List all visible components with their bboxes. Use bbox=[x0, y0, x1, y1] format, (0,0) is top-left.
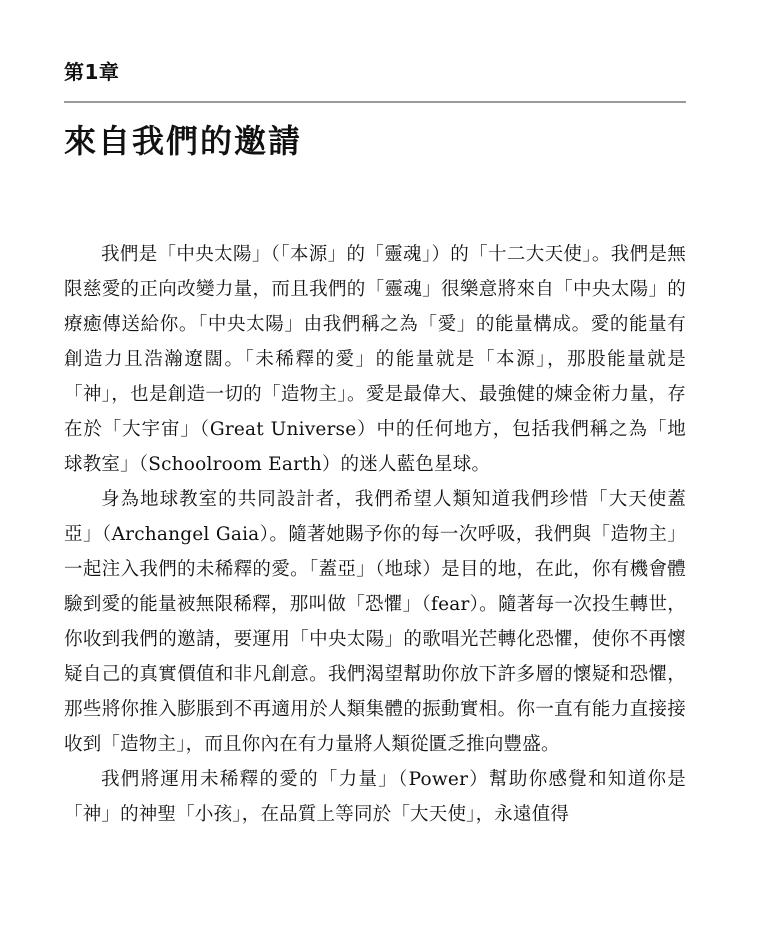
body-text bbox=[64, 237, 686, 832]
chapter-divider bbox=[64, 101, 686, 103]
chapter-title: 來自我們的邀請 bbox=[64, 122, 303, 160]
book-page bbox=[64, 0, 686, 945]
paragraph-1: 我們是「中央太陽」（「本源」的「靈魂」）的「十二大天使」。我們是無限慈愛的正向改變力量，而且我們的「靈魂」很樂意將來自「中央太陽」的療癒傳送給你。「中央太陽」由我們稱之為「愛」的能量構成。愛的能量有創造力且浩瀚遼闊。「未稀釋的愛」的能量就是「本源」，那股能量就是「神」，也是創造一切的「造物主」。愛是最偉大、最強健的煉金術力量，存在於「大宇宙」（Great Universe）中的任何地方，包括我們稱之為「地球教室」（Schoolroom Earth）的迷人藍色星球。 bbox=[64, 244, 686, 475]
chapter-number: 第1章 bbox=[64, 60, 120, 84]
paragraph-2: 身為地球教室的共同設計者，我們希望人類知道我們珍惜「大天使蓋亞」（Archangel Gaia）。隨著她賜予你的每一次呼吸，我們與「造物主」一起注入我們的未稀釋的愛。「蓋亞」（地球）是目的地，在此，你有機會體驗到愛的能量被無限稀釋，那叫做「恐懼」（fear）。隨著每一次投生轉世，你收到我們的邀請，要運用「中央太陽」的歌唱光芒轉化恐懼，使你不再懷疑自己的真實價值和非凡創意。我們渴望幫助你放下許多層的懷疑和恐懼，那些將你推入膨脹到不再適用於人類集體的振動實相。你一直有能力直接接收到「造物主」，而且你內在有力量將人類從匱乏推向豐盛。 bbox=[64, 489, 686, 755]
paragraph-3: 我們將運用未稀釋的愛的「力量」（Power）幫助你感覺和知道你是「神」的神聖「小孩」，在品質上等同於「大天使」，永遠值得 bbox=[64, 769, 686, 825]
